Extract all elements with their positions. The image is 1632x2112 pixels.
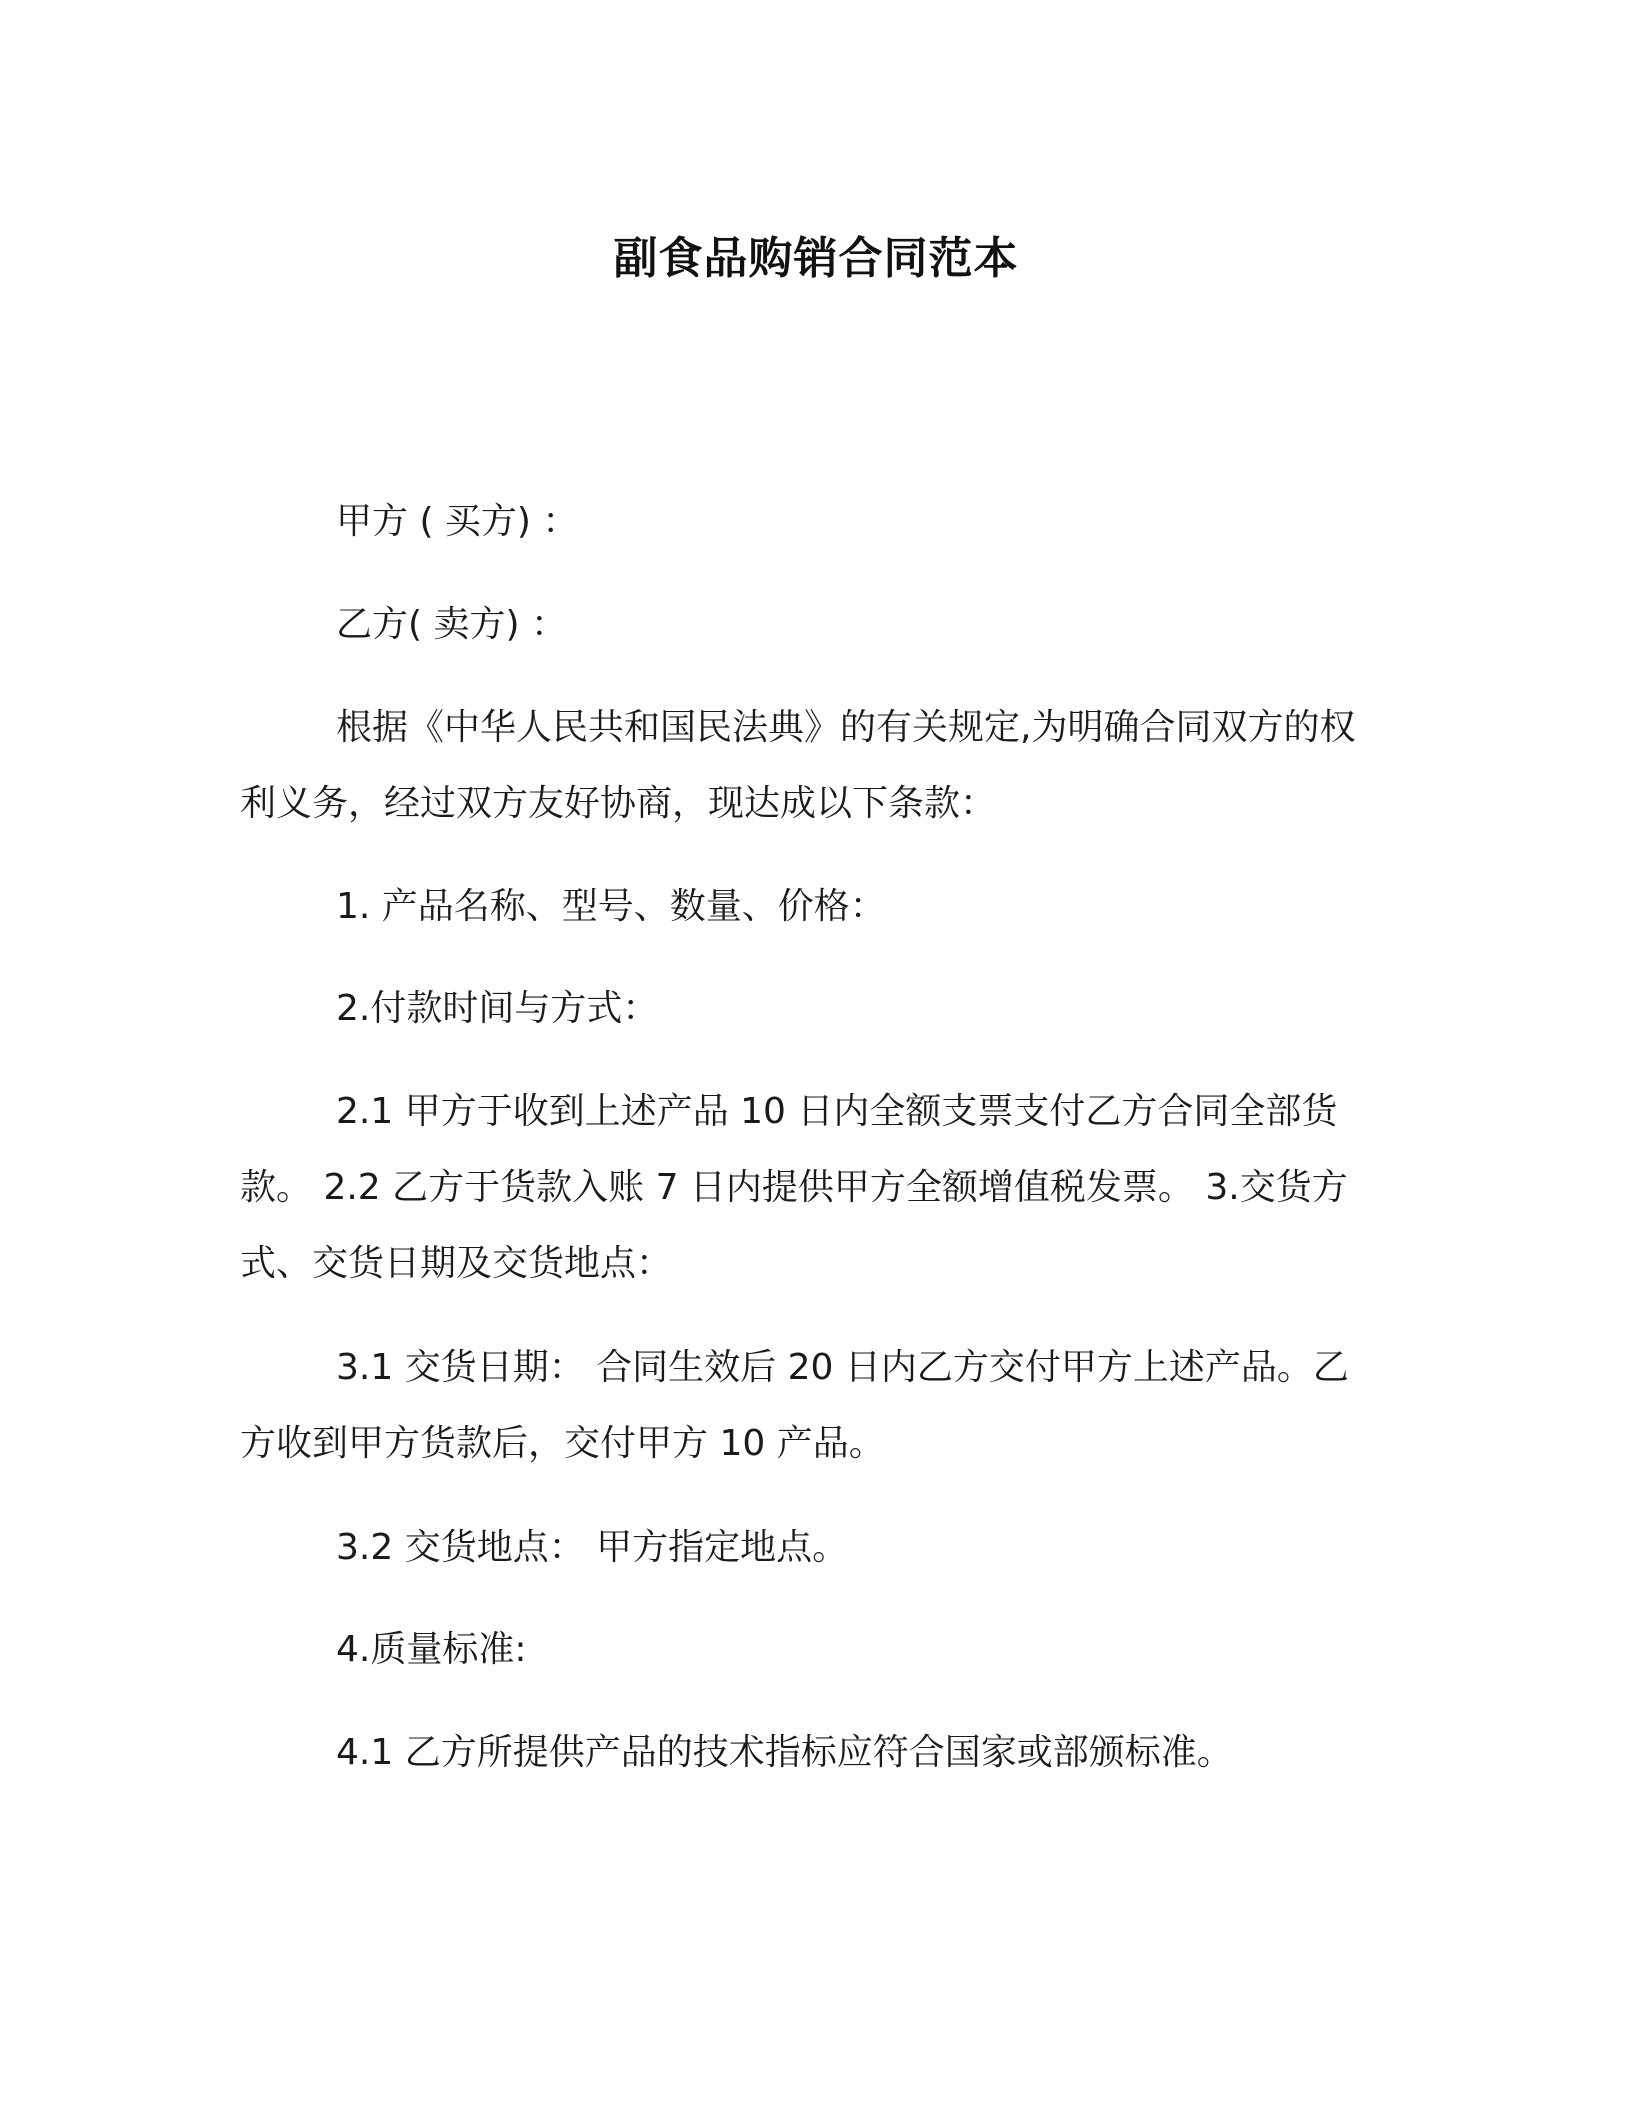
preamble-paragraph: 根据《中华人民共和国民法典》的有关规定,为明确合同双方的权利义务，经过双方友好协商，现达成以下条款： [240,707,1356,824]
clause-4-1-paragraph: 4.1 乙方所提供产品的技术指标应符合国家或部颁标准。 [336,1732,1233,1773]
party-b-line: 乙方( 卖方) ： [336,604,567,645]
party-a-line: 甲方 ( 买方) ： [336,501,579,542]
clause-1-heading: 1. 产品名称、型号、数量、价格： [336,886,886,927]
clause-4-heading: 4.质量标准: [336,1629,527,1670]
document-title: 副食品购销合同范本 [613,233,1019,284]
clause-2-1-paragraph: 2.1 甲方于收到上述产品 10 日内全额支票支付乙方合同全部货款。 2.2 乙方于货款入账 7 日内提供甲方全额增值税发票。 3.交货方式、交货日期及交货地点： [240,1091,1348,1284]
clause-2-heading: 2.付款时间与方式： [336,988,659,1029]
clause-3-1-paragraph: 3.1 交货日期： 合同生效后 20 日内乙方交付甲方上述产品。乙方收到甲方货款后，交付甲方 10 产品。 [240,1347,1349,1464]
clause-3-2-paragraph: 3.2 交货地点： 甲方指定地点。 [336,1527,849,1568]
